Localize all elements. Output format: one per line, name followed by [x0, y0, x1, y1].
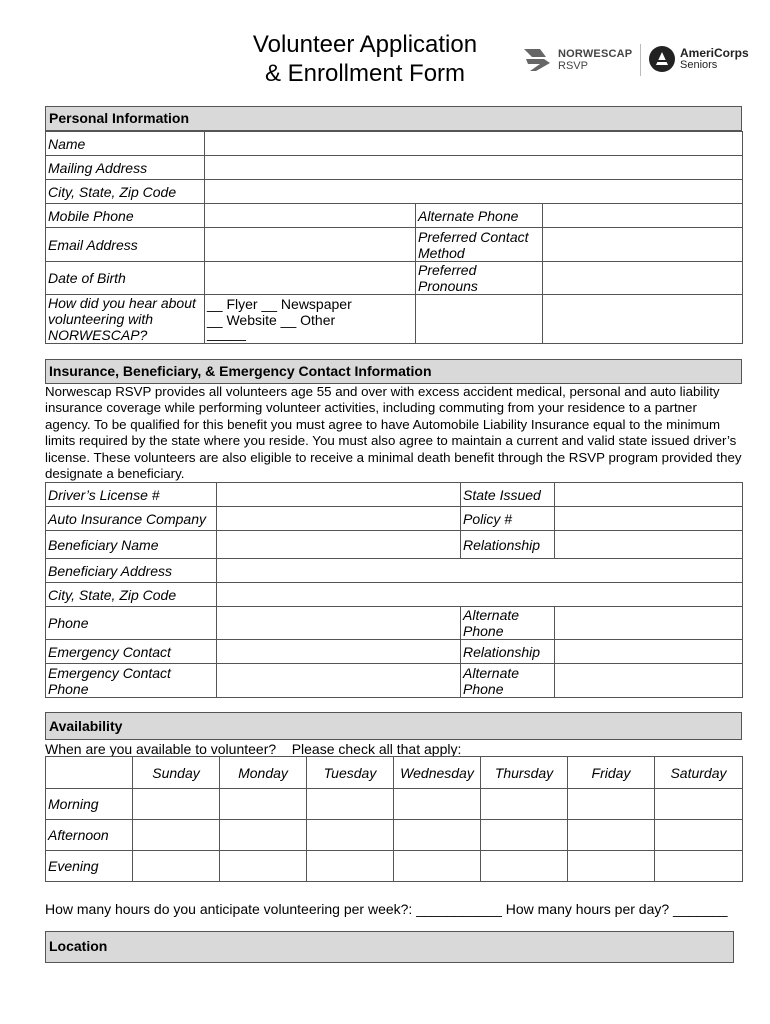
norwescap-mark-icon	[522, 47, 552, 73]
mobile-phone-label: Mobile Phone	[46, 204, 205, 228]
americorps-name: AmeriCorps	[680, 46, 749, 60]
state-issued-field[interactable]	[555, 483, 743, 507]
americorps-sub: Seniors	[680, 59, 718, 71]
day-friday: Friday	[568, 757, 655, 789]
phone-label: Phone	[46, 607, 217, 640]
afternoon-tuesday-cell[interactable]	[307, 820, 394, 851]
location-heading: Location	[45, 931, 734, 963]
afternoon-monday-cell[interactable]	[220, 820, 307, 851]
afternoon-sunday-cell[interactable]	[133, 820, 220, 851]
hear-options-line-3: _____	[207, 325, 246, 341]
evening-thursday-cell[interactable]	[481, 851, 568, 882]
city-state-zip-label: City, State, Zip Code	[46, 180, 205, 204]
time-morning: Morning	[46, 789, 133, 820]
hear-about-extra-field[interactable]	[416, 295, 543, 344]
mailing-address-field[interactable]	[205, 156, 743, 180]
pronouns-label: Preferred Pronouns	[416, 262, 543, 295]
day-saturday: Saturday	[655, 757, 743, 789]
afternoon-thursday-cell[interactable]	[481, 820, 568, 851]
logo-divider	[640, 44, 641, 76]
preferred-contact-field[interactable]	[543, 228, 743, 262]
availability-corner	[46, 757, 133, 789]
mobile-phone-field[interactable]	[205, 204, 416, 228]
hear-options-line-1: __ Flyer __ Newspaper	[207, 296, 352, 312]
morning-wednesday-cell[interactable]	[394, 789, 481, 820]
emergency-contact-label: Emergency Contact	[46, 640, 217, 664]
availability-heading: Availability	[45, 712, 742, 740]
relationship-field-2[interactable]	[555, 640, 743, 664]
norwescap-logo	[522, 47, 632, 73]
emergency-phone-field[interactable]	[217, 664, 461, 698]
dob-label: Date of Birth	[46, 262, 205, 295]
evening-monday-cell[interactable]	[220, 851, 307, 882]
email-label: Email Address	[46, 228, 205, 262]
hear-about-label: How did you hear about volunteering with NORWESCAP?	[46, 295, 205, 344]
name-label: Name	[46, 132, 205, 156]
state-issued-label: State Issued	[461, 483, 555, 507]
alternate-phone-label-3: Alternate Phone	[461, 664, 555, 698]
city-state-zip-field[interactable]	[205, 180, 743, 204]
form-title	[200, 30, 530, 88]
afternoon-friday-cell[interactable]	[568, 820, 655, 851]
beneficiary-city-label: City, State, Zip Code	[46, 583, 217, 607]
afternoon-saturday-cell[interactable]	[655, 820, 743, 851]
morning-friday-cell[interactable]	[568, 789, 655, 820]
americorps-mark-icon	[648, 45, 676, 73]
day-thursday: Thursday	[481, 757, 568, 789]
hear-options-line-2: __ Website __ Other	[207, 312, 336, 328]
afternoon-wednesday-cell[interactable]	[394, 820, 481, 851]
phone-field[interactable]	[217, 607, 461, 640]
title-line-2: & Enrollment Form	[264, 60, 466, 87]
beneficiary-name-field[interactable]	[217, 531, 461, 559]
mailing-address-label: Mailing Address	[46, 156, 205, 180]
personal-info-table	[45, 131, 743, 344]
relationship-label-2: Relationship	[461, 640, 555, 664]
beneficiary-name-label: Beneficiary Name	[46, 531, 217, 559]
alternate-phone-field-3[interactable]	[555, 664, 743, 698]
insurance-table	[45, 482, 743, 698]
morning-saturday-cell[interactable]	[655, 789, 743, 820]
personal-info-heading: Personal Information	[45, 106, 742, 131]
policy-field[interactable]	[555, 507, 743, 531]
alternate-phone-field-2[interactable]	[555, 607, 743, 640]
hours-question: How many hours do you anticipate volunteering per week?: ___________ How many hours per day? _______	[45, 901, 728, 917]
americorps-logo	[648, 45, 749, 73]
beneficiary-address-field[interactable]	[217, 559, 743, 583]
time-afternoon: Afternoon	[46, 820, 133, 851]
insurance-heading: Insurance, Beneficiary, & Emergency Contact Information	[45, 359, 742, 384]
time-evening: Evening	[46, 851, 133, 882]
insurance-paragraph: Norwescap RSVP provides all volunteers age 55 and over with excess accident medical, personal and auto liability insurance coverage while performing volunteer activities, including commuting from your residence to a partner agency. To be qualified for this benefit you must agree to have Automobile Liability Insurance equal to the minimum limits required by the state where you reside. You must also agree to maintain a current and valid state issued driver’s license. These volunteers are also eligible to receive a minimal death benefit through the RSVP program provided they designate a beneficiary.	[45, 384, 742, 482]
morning-monday-cell[interactable]	[220, 789, 307, 820]
relationship-label: Relationship	[461, 531, 555, 559]
alternate-phone-label-2: Alternate Phone	[461, 607, 555, 640]
beneficiary-address-label: Beneficiary Address	[46, 559, 217, 583]
evening-sunday-cell[interactable]	[133, 851, 220, 882]
emergency-phone-label: Emergency Contact Phone	[46, 664, 217, 698]
drivers-license-label: Driver’s License #	[46, 483, 217, 507]
morning-tuesday-cell[interactable]	[307, 789, 394, 820]
day-monday: Monday	[220, 757, 307, 789]
morning-thursday-cell[interactable]	[481, 789, 568, 820]
drivers-license-field[interactable]	[217, 483, 461, 507]
evening-tuesday-cell[interactable]	[307, 851, 394, 882]
alternate-phone-field[interactable]	[543, 204, 743, 228]
hear-about-extra-field-2[interactable]	[543, 295, 743, 344]
availability-question: When are you available to volunteer? Please check all that apply:	[45, 741, 462, 757]
evening-saturday-cell[interactable]	[655, 851, 743, 882]
evening-wednesday-cell[interactable]	[394, 851, 481, 882]
title-line-1: Volunteer Application	[252, 31, 478, 58]
norwescap-sub: RSVP	[558, 60, 588, 72]
morning-sunday-cell[interactable]	[133, 789, 220, 820]
email-field[interactable]	[205, 228, 416, 262]
norwescap-name: NORWESCAP	[558, 48, 633, 60]
day-tuesday: Tuesday	[307, 757, 394, 789]
day-sunday: Sunday	[133, 757, 220, 789]
policy-label: Policy #	[461, 507, 555, 531]
day-wednesday: Wednesday	[394, 757, 481, 789]
hear-about-options[interactable]	[205, 295, 416, 344]
name-field[interactable]	[205, 132, 743, 156]
availability-table	[45, 756, 743, 882]
evening-friday-cell[interactable]	[568, 851, 655, 882]
dob-field[interactable]	[205, 262, 416, 295]
preferred-contact-label: Preferred Contact Method	[416, 228, 543, 262]
emergency-contact-field[interactable]	[217, 640, 461, 664]
auto-insurance-field[interactable]	[217, 507, 461, 531]
beneficiary-city-field[interactable]	[217, 583, 743, 607]
relationship-field[interactable]	[555, 531, 743, 559]
auto-insurance-label: Auto Insurance Company	[46, 507, 217, 531]
pronouns-field[interactable]	[543, 262, 743, 295]
alternate-phone-label: Alternate Phone	[416, 204, 543, 228]
